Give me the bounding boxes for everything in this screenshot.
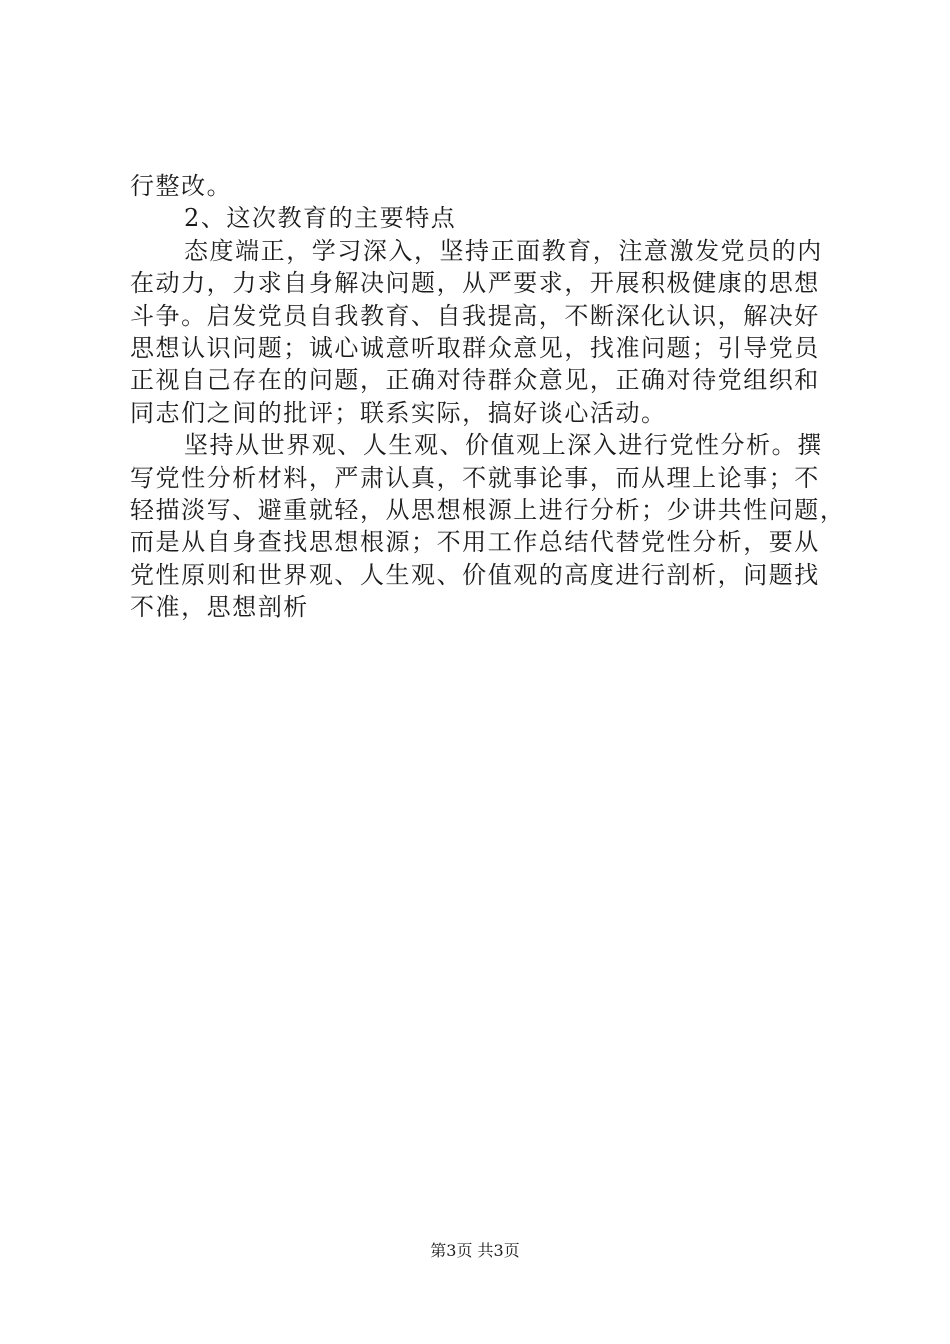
text-line: 在动力，力求自身解决问题，从严要求，开展积极健康的思想 <box>130 269 820 298</box>
text-line: 轻描淡写、避重就轻，从思想根源上进行分析；少讲共性问题， <box>130 495 846 524</box>
text-line: 正视自己存在的问题，正确对待群众意见，正确对待党组织和 <box>130 366 820 395</box>
body-text <box>130 170 845 623</box>
text-line: 不准，思想剖析 <box>130 593 309 622</box>
section-heading: 2、这次教育的主要特点 <box>184 204 457 233</box>
paragraph-first-line: 坚持从世界观、人生观、价值观上深入进行党性分析。撰 <box>184 431 823 460</box>
paragraph-first-line: 态度端正，学习深入，坚持正面教育，注意激发党员的内 <box>184 236 823 265</box>
text-line: 党性原则和世界观、人生观、价值观的高度进行剖析，问题找 <box>130 560 820 589</box>
text-line: 写党性分析材料，严肃认真，不就事论事，而从理上论事；不 <box>130 463 820 492</box>
text-line: 斗争。启发党员自我教育、自我提高，不断深化认识，解决好 <box>130 301 820 330</box>
page-number-footer: 第3页 共3页 <box>430 1241 520 1260</box>
text-line: 思想认识问题；诚心诚意听取群众意见，找准问题；引导党员 <box>130 333 820 362</box>
text-line: 同志们之间的批评；联系实际，搞好谈心活动。 <box>130 398 667 427</box>
text-line: 行整改。 <box>130 172 233 200</box>
text-line: 而是从自身查找思想根源；不用工作总结代替党性分析，要从 <box>130 528 820 557</box>
